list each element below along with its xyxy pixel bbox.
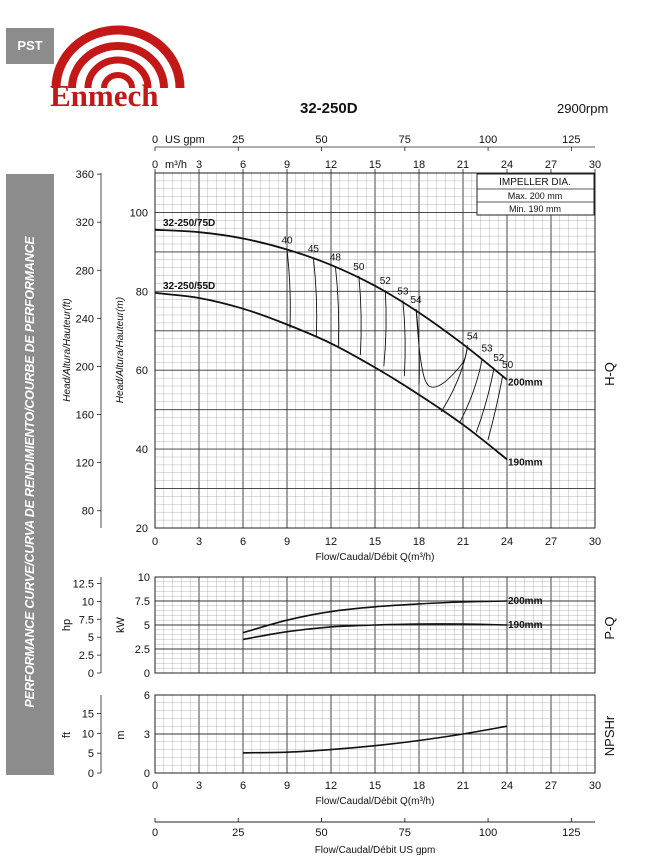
npsh-x-tick-label: 9 (283, 780, 291, 792)
pq-hp-tick-label: 2.5 (78, 650, 94, 663)
pq-kw-tick-label: 7.5 (134, 596, 150, 608)
efficiency-line-40 (287, 250, 290, 329)
efficiency-line-53 (403, 300, 405, 376)
hq-y-tick-label: 80 (135, 286, 148, 299)
npsh-ft-axis-label: ft (61, 731, 73, 739)
hq-panel-title: H-Q (602, 362, 617, 386)
efficiency-label-48: 48 (329, 252, 341, 264)
hq-y-tick-label: 60 (135, 365, 148, 378)
hq-x-tick-label: 0 (151, 536, 159, 548)
pq-curve-label-200mm: 200mm (508, 596, 543, 607)
pq-hp-tick-label: 7.5 (78, 614, 94, 627)
speed-label: 2900rpm (557, 101, 609, 116)
bottom-usgpm-axis-label: Flow/Caudal/Débit US gpm (314, 845, 436, 856)
npsh-x-tick-label: 21 (456, 780, 470, 792)
top-axis-m3h-tick-label: 6 (239, 159, 247, 171)
hq-ft-tick-label: 320 (75, 217, 94, 230)
hq-x-tick-label: 27 (544, 536, 558, 548)
pq-kw-tick-label: 0 (143, 668, 150, 680)
pq-hp-axis-label: hp (61, 618, 73, 632)
pq-kw-tick-label: 5 (143, 620, 150, 632)
brand-logo-text: Enmech (50, 78, 159, 113)
efficiency-label-45: 45 (307, 244, 319, 256)
pq-kw-axis-label: kW (115, 617, 127, 633)
top-axis-usgpm-tick-label: 25 (232, 134, 245, 146)
npsh-ft-tick-label: 15 (81, 708, 94, 721)
hq-series-name-55d: 32-250/55D (163, 280, 216, 292)
efficiency-label-50: 50 (353, 261, 365, 273)
top-axis-m3h-tick-label: 21 (456, 159, 470, 171)
top-axis-m3h-tick-label: 24 (500, 159, 514, 171)
hq-x-tick-label: 21 (456, 536, 470, 548)
efficiency-label-53: 53 (397, 286, 409, 298)
npsh-x-tick-label: 30 (588, 780, 602, 792)
impeller-legend-title: IMPELLER DIA. (499, 177, 571, 188)
hq-ft-tick-label: 120 (75, 457, 94, 470)
hq-x-tick-label: 3 (195, 536, 203, 548)
hq-y-tick-label: 100 (129, 207, 148, 220)
npsh-m-tick-label: 6 (143, 690, 150, 702)
bottom-usgpm-tick-label: 25 (232, 827, 245, 839)
bottom-usgpm-tick-label: 0 (151, 827, 159, 839)
top-axis-m3h-tick-label: 18 (412, 159, 426, 171)
npsh-x-tick-label: 12 (324, 780, 338, 792)
hq-series-name-75d: 32-250/75D (163, 217, 216, 229)
hq-x-tick-label: 18 (412, 536, 426, 548)
bottom-usgpm-tick-label: 100 (478, 827, 498, 839)
efficiency-line-45 (313, 258, 316, 336)
pq-kw-tick-label: 2.5 (134, 644, 150, 656)
hq-x-tick-label: 12 (324, 536, 338, 548)
pq-panel-title: P-Q (602, 616, 617, 640)
efficiency-label-right-52: 52 (493, 353, 505, 365)
efficiency-line-50 (359, 276, 361, 355)
impeller-legend-max: Max. 200 mm (507, 191, 563, 201)
efficiency-label-right-50: 50 (502, 360, 514, 372)
efficiency-line-48 (335, 266, 338, 346)
pq-hp-tick-label: 10 (81, 596, 94, 609)
top-axis-m3h-tick-label: 0 (151, 159, 159, 171)
hq-x-tick-label: 15 (368, 536, 382, 548)
top-axis-usgpm-tick-label: 100 (478, 134, 498, 146)
efficiency-label-52: 52 (379, 276, 391, 288)
pq-hp-tick-label: 0 (87, 668, 94, 680)
hq-y-axis-label: Head/Altura/Hauteur(m) (115, 296, 126, 404)
top-axis-m3h-tick-label: 3 (195, 159, 203, 171)
npsh-ft-tick-label: 5 (87, 748, 94, 761)
hq-ft-tick-label: 160 (75, 409, 94, 422)
bottom-usgpm-tick-label: 50 (315, 827, 328, 839)
hq-ft-tick-label: 240 (75, 313, 94, 326)
npsh-x-tick-label: 15 (368, 780, 382, 792)
npsh-m-axis-label: m (115, 730, 127, 740)
pq-kw-tick-label: 10 (137, 572, 150, 584)
efficiency-label-54: 54 (410, 295, 422, 307)
top-axis-usgpm-tick-label: 50 (315, 134, 328, 146)
hq-x-tick-label: 24 (500, 536, 514, 548)
hq-ft-axis-label: Head/Altura/Hauteur(ft) (62, 298, 73, 402)
npsh-x-tick-label: 27 (544, 780, 558, 792)
npsh-x-tick-label: 18 (412, 780, 426, 792)
top-axis-usgpm-label: US gpm (165, 134, 205, 146)
npsh-x-tick-label: 24 (500, 780, 514, 792)
bottom-usgpm-tick-label: 125 (562, 827, 581, 839)
npsh-m-tick-label: 3 (143, 729, 150, 741)
hq-end-label-200mm: 200mm (508, 377, 543, 389)
bottom-usgpm-tick-label: 75 (398, 827, 411, 839)
hq-y-tick-label: 40 (135, 444, 148, 457)
pq-hp-tick-label: 12.5 (72, 578, 94, 591)
npsh-x-tick-label: 3 (195, 780, 203, 792)
npsh-x-tick-label: 6 (239, 780, 247, 792)
model-title: 32-250D (300, 100, 358, 117)
pq-hp-tick-label: 5 (87, 632, 94, 645)
hq-x-tick-label: 9 (283, 536, 291, 548)
npsh-m-tick-label: 0 (143, 768, 150, 780)
hq-x-tick-label: 30 (588, 536, 602, 548)
efficiency-label-40: 40 (281, 235, 293, 247)
sidebar-title: PERFORMANCE CURVE/CURVA DE RENDIMIENTO/COURBE DE PERFORMANCE (23, 236, 37, 708)
npsh-x-axis-label: Flow/Caudal/Débit Q(m³/h) (315, 796, 435, 807)
top-axis-m3h-tick-label: 30 (588, 159, 602, 171)
top-axis-m3h-label: m³/h (165, 159, 187, 171)
top-axis-usgpm-tick-label: 0 (151, 134, 159, 146)
hq-end-label-190mm: 190mm (508, 457, 543, 469)
top-axis-m3h-tick-label: 9 (283, 159, 291, 171)
hq-x-tick-label: 6 (239, 536, 247, 548)
top-axis-usgpm-tick-label: 75 (398, 134, 411, 146)
npsh-panel-title: NPSHr (602, 715, 617, 757)
hq-y-tick-label: 20 (135, 523, 148, 535)
hq-ft-tick-label: 200 (75, 361, 94, 374)
hq-x-axis-label: Flow/Caudal/Débit Q(m³/h) (315, 552, 435, 563)
top-axis-m3h-tick-label: 27 (544, 159, 558, 171)
efficiency-line-right-52 (476, 369, 494, 433)
npsh-ft-tick-label: 0 (87, 768, 94, 780)
impeller-legend-min: Min. 190 mm (508, 204, 562, 214)
pst-badge: PST (6, 28, 54, 64)
npsh-ft-tick-label: 10 (81, 728, 94, 741)
top-axis-usgpm-tick-label: 125 (562, 134, 581, 146)
hq-ft-tick-label: 280 (75, 265, 94, 278)
hq-ft-tick-label: 360 (75, 169, 94, 182)
top-axis-m3h-tick-label: 12 (324, 159, 338, 171)
npsh-x-tick-label: 0 (151, 780, 159, 792)
efficiency-label-right-54: 54 (466, 331, 478, 343)
efficiency-line-52 (384, 290, 386, 366)
hq-ft-tick-label: 80 (81, 505, 94, 518)
efficiency-label-right-53: 53 (481, 343, 493, 355)
top-axis-m3h-tick-label: 15 (368, 159, 382, 171)
pq-curve-label-190mm: 190mm (508, 620, 543, 631)
